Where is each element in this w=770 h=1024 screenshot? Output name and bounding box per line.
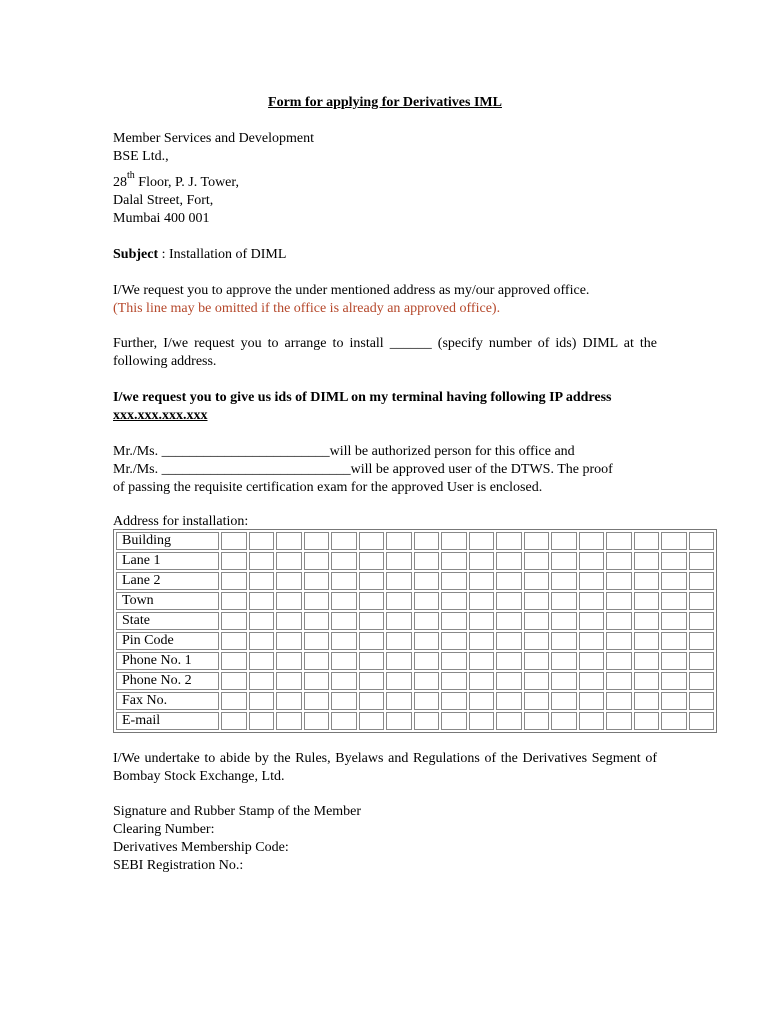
address-char-box[interactable] <box>441 552 467 570</box>
address-char-box[interactable] <box>221 712 247 730</box>
subject-text: : Installation of DIML <box>158 247 287 262</box>
address-char-box[interactable] <box>524 652 550 670</box>
address-char-box[interactable] <box>579 652 605 670</box>
address-char-box[interactable] <box>496 672 522 690</box>
authorized-line-1: Mr./Ms. ________________________will be authorized person for this office and <box>113 444 575 459</box>
address-char-box[interactable] <box>661 672 687 690</box>
authorized-person-paragraph <box>113 443 657 497</box>
address-row-label: Building <box>116 532 219 550</box>
address-char-box[interactable] <box>579 552 605 570</box>
address-char-box[interactable] <box>414 712 440 730</box>
address-char-box[interactable] <box>496 532 522 550</box>
address-char-box[interactable] <box>386 552 412 570</box>
address-char-box[interactable] <box>469 532 495 550</box>
address-char-box[interactable] <box>414 632 440 650</box>
address-char-box[interactable] <box>441 692 467 710</box>
address-char-box[interactable] <box>551 572 577 590</box>
address-row <box>116 612 714 630</box>
recipient-line-1: Member Services and Development <box>113 131 314 146</box>
address-char-box[interactable] <box>496 652 522 670</box>
undertaking-paragraph: I/We undertake to abide by the Rules, Byelaws and Regulations of the Derivatives Segment of Bombay Stock Exchange, Ltd. <box>113 751 657 784</box>
address-char-box[interactable] <box>249 712 275 730</box>
address-char-box[interactable] <box>276 572 302 590</box>
address-char-box[interactable] <box>579 572 605 590</box>
address-char-box[interactable] <box>634 692 660 710</box>
address-char-box[interactable] <box>359 552 385 570</box>
approval-text: I/We request you to approve the under mentioned address as my/our approved office. <box>113 283 590 298</box>
address-char-box[interactable] <box>249 612 275 630</box>
address-char-box[interactable] <box>441 712 467 730</box>
address-heading: Address for installation: <box>113 514 249 529</box>
address-row <box>116 532 714 550</box>
address-row <box>116 592 714 610</box>
address-char-box[interactable] <box>249 652 275 670</box>
address-char-box[interactable] <box>304 612 330 630</box>
address-char-box[interactable] <box>469 572 495 590</box>
address-char-box[interactable] <box>469 652 495 670</box>
address-char-box[interactable] <box>551 612 577 630</box>
address-char-box[interactable] <box>689 712 715 730</box>
floor-rest: Floor, P. J. Tower, <box>134 175 239 190</box>
address-char-box[interactable] <box>441 612 467 630</box>
address-char-box[interactable] <box>551 552 577 570</box>
address-char-box[interactable] <box>469 612 495 630</box>
address-char-box[interactable] <box>661 652 687 670</box>
address-char-box[interactable] <box>386 692 412 710</box>
address-char-box[interactable] <box>331 552 357 570</box>
address-char-box[interactable] <box>276 712 302 730</box>
address-char-box[interactable] <box>606 692 632 710</box>
address-char-box[interactable] <box>331 632 357 650</box>
address-char-box[interactable] <box>304 672 330 690</box>
address-char-box[interactable] <box>469 592 495 610</box>
address-char-box[interactable] <box>606 592 632 610</box>
floor-suffix: th <box>127 170 135 182</box>
recipient-line-3 <box>113 170 657 192</box>
address-char-box[interactable] <box>524 632 550 650</box>
address-char-box[interactable] <box>304 532 330 550</box>
address-char-box[interactable] <box>661 532 687 550</box>
address-char-box[interactable] <box>221 592 247 610</box>
address-row-label: Pin Code <box>116 632 219 650</box>
address-char-box[interactable] <box>359 572 385 590</box>
recipient-line-4: Dalal Street, Fort, <box>113 193 214 208</box>
floor-number: 28 <box>113 175 127 190</box>
address-char-box[interactable] <box>249 672 275 690</box>
address-char-box[interactable] <box>249 532 275 550</box>
address-row <box>116 692 714 710</box>
signature-label: Signature and Rubber Stamp of the Member <box>113 804 362 819</box>
address-char-box[interactable] <box>249 692 275 710</box>
address-char-box[interactable] <box>689 572 715 590</box>
address-char-box[interactable] <box>221 672 247 690</box>
address-char-box[interactable] <box>579 632 605 650</box>
address-char-box[interactable] <box>441 532 467 550</box>
approval-paragraph <box>113 282 657 318</box>
address-char-box[interactable] <box>661 572 687 590</box>
address-char-box[interactable] <box>304 692 330 710</box>
address-char-box[interactable] <box>496 572 522 590</box>
address-char-box[interactable] <box>331 592 357 610</box>
address-char-box[interactable] <box>331 672 357 690</box>
address-char-box[interactable] <box>689 592 715 610</box>
address-char-box[interactable] <box>359 712 385 730</box>
address-char-box[interactable] <box>276 632 302 650</box>
form-title: Form for applying for Derivatives IML <box>268 95 502 110</box>
address-char-box[interactable] <box>496 612 522 630</box>
address-char-box[interactable] <box>386 532 412 550</box>
address-char-box[interactable] <box>276 652 302 670</box>
address-row-label: Phone No. 2 <box>116 672 219 690</box>
address-char-box[interactable] <box>276 692 302 710</box>
address-char-box[interactable] <box>249 592 275 610</box>
address-char-box[interactable] <box>414 652 440 670</box>
address-char-box[interactable] <box>606 712 632 730</box>
address-char-box[interactable] <box>221 572 247 590</box>
address-char-box[interactable] <box>524 572 550 590</box>
address-char-box[interactable] <box>331 692 357 710</box>
address-char-box[interactable] <box>579 692 605 710</box>
address-char-box[interactable] <box>221 652 247 670</box>
subject-line <box>113 246 657 264</box>
address-char-box[interactable] <box>441 592 467 610</box>
address-char-box[interactable] <box>551 532 577 550</box>
membership-code-label: Derivatives Membership Code: <box>113 840 289 855</box>
address-char-box[interactable] <box>579 592 605 610</box>
address-char-box[interactable] <box>634 612 660 630</box>
authorized-line-2: Mr./Ms. ___________________________will be approved user of the DTWS. The proof <box>113 462 613 477</box>
address-char-box[interactable] <box>359 612 385 630</box>
address-char-box[interactable] <box>579 712 605 730</box>
address-char-box[interactable] <box>606 552 632 570</box>
address-char-box[interactable] <box>359 532 385 550</box>
address-char-box[interactable] <box>386 672 412 690</box>
address-row-label: Lane 1 <box>116 552 219 570</box>
address-char-box[interactable] <box>359 692 385 710</box>
address-row-label: Town <box>116 592 219 610</box>
address-row <box>116 552 714 570</box>
ip-paragraph <box>113 389 657 425</box>
address-char-box[interactable] <box>606 532 632 550</box>
approval-note: (This line may be omitted if the office is already an approved office). <box>113 301 501 316</box>
install-paragraph: Further, I/we request you to arrange to install ______ (specify number of ids) DIML at the following address. <box>113 336 657 369</box>
address-char-box[interactable] <box>496 712 522 730</box>
address-char-box[interactable] <box>414 692 440 710</box>
address-char-box[interactable] <box>221 632 247 650</box>
recipient-address <box>113 130 657 228</box>
address-char-box[interactable] <box>221 532 247 550</box>
recipient-line-5: Mumbai 400 001 <box>113 211 210 226</box>
address-char-box[interactable] <box>579 672 605 690</box>
address-char-box[interactable] <box>414 612 440 630</box>
address-char-box[interactable] <box>221 692 247 710</box>
address-char-box[interactable] <box>441 572 467 590</box>
address-char-box[interactable] <box>496 592 522 610</box>
address-char-box[interactable] <box>304 632 330 650</box>
address-char-box[interactable] <box>276 672 302 690</box>
address-char-box[interactable] <box>524 692 550 710</box>
address-char-box[interactable] <box>661 632 687 650</box>
address-char-box[interactable] <box>551 592 577 610</box>
address-row <box>116 652 714 670</box>
address-char-box[interactable] <box>221 552 247 570</box>
address-char-box[interactable] <box>359 652 385 670</box>
address-char-box[interactable] <box>276 552 302 570</box>
address-char-box[interactable] <box>661 712 687 730</box>
address-char-box[interactable] <box>689 672 715 690</box>
address-char-box[interactable] <box>661 592 687 610</box>
address-char-box[interactable] <box>249 632 275 650</box>
address-char-box[interactable] <box>524 672 550 690</box>
address-char-box[interactable] <box>551 652 577 670</box>
address-grid <box>113 529 717 733</box>
address-row <box>116 712 714 730</box>
signature-block <box>113 803 657 875</box>
sebi-registration-label: SEBI Registration No.: <box>113 858 244 873</box>
address-row <box>116 632 714 650</box>
address-char-box[interactable] <box>606 672 632 690</box>
address-char-box[interactable] <box>414 672 440 690</box>
address-char-box[interactable] <box>304 592 330 610</box>
address-char-box[interactable] <box>331 572 357 590</box>
address-char-box[interactable] <box>331 532 357 550</box>
address-char-box[interactable] <box>689 532 715 550</box>
address-char-box[interactable] <box>496 632 522 650</box>
address-char-box[interactable] <box>606 612 632 630</box>
address-char-box[interactable] <box>606 572 632 590</box>
address-char-box[interactable] <box>606 632 632 650</box>
address-char-box[interactable] <box>331 652 357 670</box>
address-char-box[interactable] <box>634 552 660 570</box>
address-char-box[interactable] <box>386 632 412 650</box>
address-char-box[interactable] <box>634 652 660 670</box>
address-char-box[interactable] <box>634 532 660 550</box>
address-char-box[interactable] <box>689 552 715 570</box>
address-char-box[interactable] <box>414 532 440 550</box>
address-char-box[interactable] <box>551 692 577 710</box>
address-char-box[interactable] <box>386 572 412 590</box>
address-char-box[interactable] <box>524 592 550 610</box>
address-row <box>116 572 714 590</box>
address-char-box[interactable] <box>469 712 495 730</box>
address-char-box[interactable] <box>331 612 357 630</box>
address-char-box[interactable] <box>551 672 577 690</box>
address-char-box[interactable] <box>304 572 330 590</box>
address-char-box[interactable] <box>441 652 467 670</box>
address-char-box[interactable] <box>469 632 495 650</box>
address-char-box[interactable] <box>689 632 715 650</box>
address-char-box[interactable] <box>276 612 302 630</box>
address-char-box[interactable] <box>496 552 522 570</box>
address-char-box[interactable] <box>386 652 412 670</box>
address-char-box[interactable] <box>634 592 660 610</box>
address-char-box[interactable] <box>276 592 302 610</box>
ip-address-placeholder: xxx.xxx.xxx.xxx <box>113 408 208 423</box>
address-char-box[interactable] <box>249 552 275 570</box>
address-row-label: Lane 2 <box>116 572 219 590</box>
subject-label: Subject <box>113 247 159 262</box>
address-char-box[interactable] <box>304 712 330 730</box>
address-char-box[interactable] <box>331 712 357 730</box>
address-char-box[interactable] <box>524 612 550 630</box>
address-char-box[interactable] <box>414 592 440 610</box>
address-char-box[interactable] <box>386 612 412 630</box>
address-char-box[interactable] <box>606 652 632 670</box>
address-char-box[interactable] <box>359 592 385 610</box>
address-char-box[interactable] <box>661 612 687 630</box>
address-char-box[interactable] <box>414 552 440 570</box>
address-char-box[interactable] <box>469 672 495 690</box>
address-char-box[interactable] <box>634 672 660 690</box>
address-char-box[interactable] <box>496 692 522 710</box>
address-char-box[interactable] <box>386 712 412 730</box>
ip-request-text: I/we request you to give us ids of DIML on my terminal having following IP address <box>113 390 612 405</box>
recipient-line-2: BSE Ltd., <box>113 149 169 164</box>
address-char-box[interactable] <box>579 532 605 550</box>
address-char-box[interactable] <box>689 612 715 630</box>
address-char-box[interactable] <box>524 552 550 570</box>
clearing-number-label: Clearing Number: <box>113 822 215 837</box>
address-char-box[interactable] <box>634 632 660 650</box>
authorized-line-3: of passing the requisite certification exam for the approved User is enclosed. <box>113 480 543 495</box>
address-char-box[interactable] <box>469 552 495 570</box>
address-row-label: E-mail <box>116 712 219 730</box>
address-char-box[interactable] <box>551 712 577 730</box>
address-row-label: Phone No. 1 <box>116 652 219 670</box>
address-char-box[interactable] <box>661 692 687 710</box>
address-char-box[interactable] <box>359 672 385 690</box>
address-char-box[interactable] <box>249 572 275 590</box>
address-char-box[interactable] <box>689 692 715 710</box>
address-row-label: Fax No. <box>116 692 219 710</box>
address-row-label: State <box>116 612 219 630</box>
address-char-box[interactable] <box>579 612 605 630</box>
address-char-box[interactable] <box>441 672 467 690</box>
address-char-box[interactable] <box>221 612 247 630</box>
address-char-box[interactable] <box>441 632 467 650</box>
address-char-box[interactable] <box>386 592 412 610</box>
address-char-box[interactable] <box>469 692 495 710</box>
address-char-box[interactable] <box>634 572 660 590</box>
address-char-box[interactable] <box>304 652 330 670</box>
address-char-box[interactable] <box>524 712 550 730</box>
address-char-box[interactable] <box>689 652 715 670</box>
address-char-box[interactable] <box>634 712 660 730</box>
address-char-box[interactable] <box>304 552 330 570</box>
address-char-box[interactable] <box>661 552 687 570</box>
address-char-box[interactable] <box>414 572 440 590</box>
address-char-box[interactable] <box>276 532 302 550</box>
address-char-box[interactable] <box>524 532 550 550</box>
address-char-box[interactable] <box>551 632 577 650</box>
address-row <box>116 672 714 690</box>
address-char-box[interactable] <box>359 632 385 650</box>
